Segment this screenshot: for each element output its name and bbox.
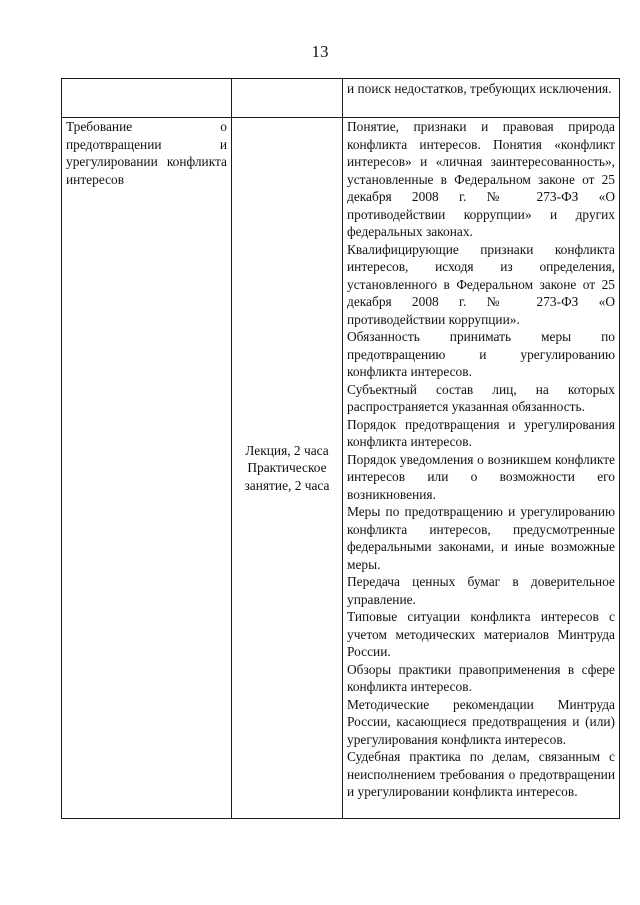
- content-paragraph: Меры по предотвращению и урегулированию конфликта интересов, предусмотренные федеральными законами, и иные возможные меры.: [347, 504, 615, 572]
- content-paragraph: Обзоры практики правоприменения в сфере конфликта интересов.: [347, 661, 615, 694]
- content-paragraph: Квалифицирующие признаки конфликта интересов, исходя из определения, установленного в Федеральном законе от 25 декабря 2008 г. № 273-ФЗ «О противодействии коррупции».: [347, 241, 615, 327]
- format-line: Практическое: [247, 460, 327, 476]
- content-paragraph: Понятие, признаки и правовая природа конфликта интересов. Понятия «конфликт интересов» и «личная заинтересованность», установленные в Федеральном законе от 25 декабря 2008 г. № 273-ФЗ «О противодействии коррупции» и других федеральных законах.: [347, 119, 615, 239]
- table-row: [62, 79, 620, 118]
- content-cell: [343, 118, 620, 819]
- table-cell-topic: [62, 79, 232, 118]
- table-cell-format: [232, 79, 343, 118]
- format-cell: [232, 118, 343, 819]
- content-paragraph: Субъектный состав лиц, на которых распространяется указанная обязанность.: [347, 381, 615, 414]
- table-row: [62, 118, 620, 819]
- table-cell-content: и поиск недостатков, требующих исключения.: [343, 79, 620, 118]
- content-paragraph: Судебная практика по делам, связанным с неисполнением требования о предотвращении и урегулировании конфликта интересов.: [347, 749, 615, 799]
- content-paragraph: Передача ценных бумаг в доверительное управление.: [347, 574, 615, 607]
- content-paragraph: Методические рекомендации Минтруда России, касающиеся предотвращения и (или) урегулирования конфликта интересов.: [347, 696, 615, 747]
- content-paragraph: Порядок предотвращения и урегулирования конфликта интересов.: [347, 416, 615, 449]
- topic-cell: Требование о предотвращении и урегулировании конфликта интересов: [62, 118, 232, 819]
- format-line: занятие, 2 часа: [244, 477, 330, 493]
- page-number: 13: [311, 42, 329, 61]
- content-paragraph: Типовые ситуации конфликта интересов с учетом методических материалов Минтруда России.: [347, 609, 615, 659]
- content-paragraph: Порядок уведомления о возникшем конфликте интересов или о возможности его возникновения.: [347, 451, 615, 502]
- program-table: [61, 78, 620, 819]
- format-line: Лекция, 2 часа: [245, 442, 329, 458]
- content-paragraph: Обязанность принимать меры по предотвращению и урегулированию конфликта интересов.: [347, 329, 615, 379]
